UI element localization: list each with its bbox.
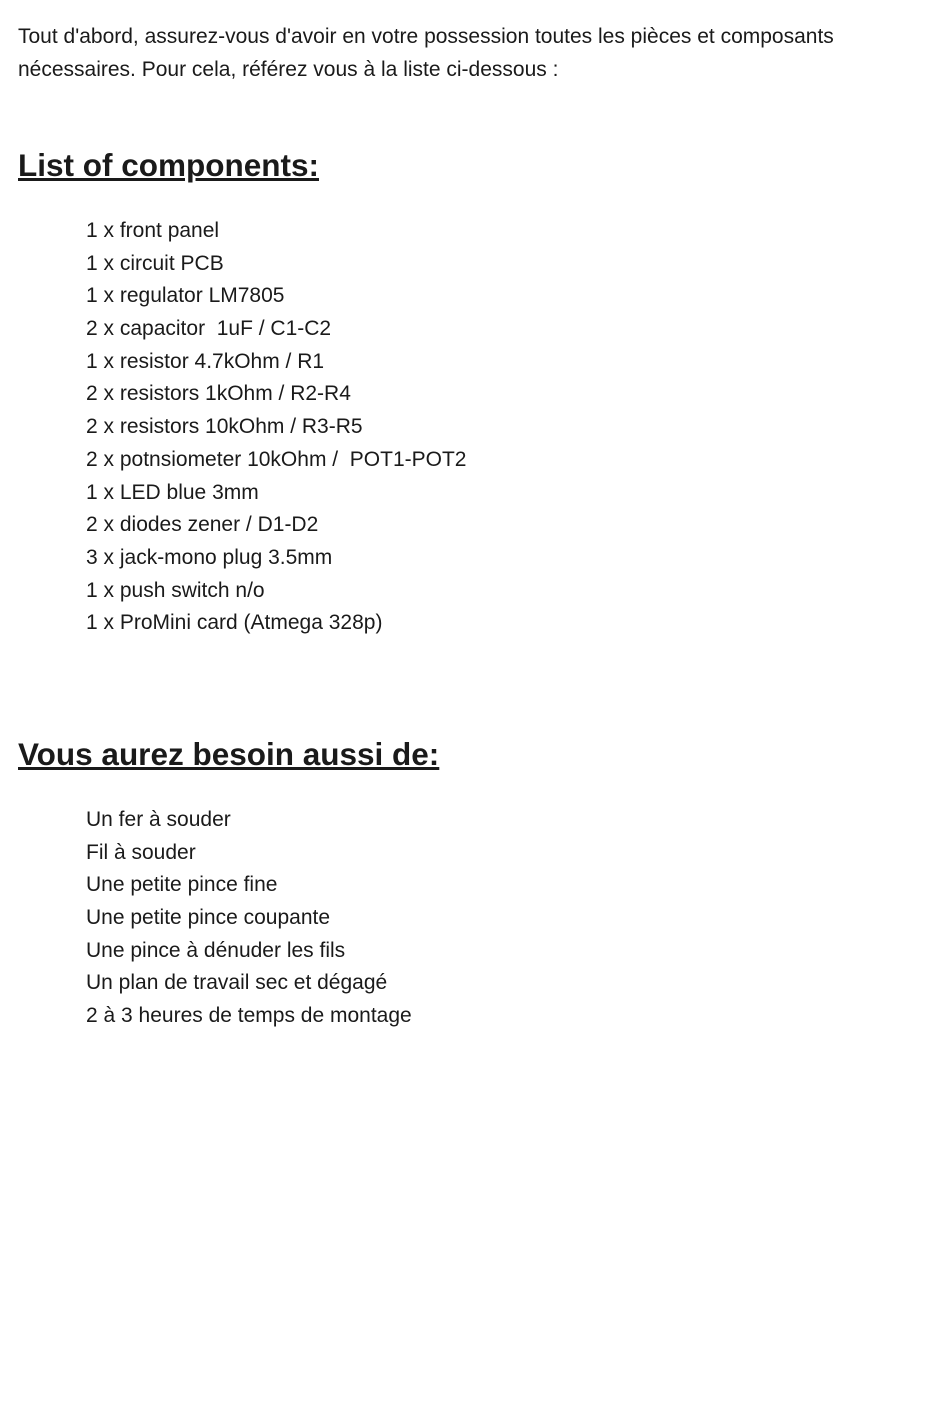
component-item: 1 x LED blue 3mm [86, 480, 259, 504]
intro-paragraph [18, 20, 928, 86]
tool-item: Une petite pince fine [86, 873, 278, 897]
intro-line-2: nécessaires. Pour cela, référez vous à la liste ci-dessous : [18, 58, 559, 81]
tool-item: 2 à 3 heures de temps de montage [86, 1004, 412, 1028]
component-item: 2 x resistors 10kOhm / R3-R5 [86, 415, 363, 439]
component-item: 3 x jack-mono plug 3.5mm [86, 545, 333, 569]
tool-item: Un plan de travail sec et dégagé [86, 971, 388, 995]
components-heading: List of components: [18, 147, 319, 183]
component-item: 1 x regulator LM7805 [86, 284, 285, 308]
component-item: 2 x resistors 1kOhm / R2-R4 [86, 382, 351, 406]
component-item: 2 x potnsiometer 10kOhm / POT1-POT2 [86, 447, 467, 471]
component-item: 1 x resistor 4.7kOhm / R1 [86, 349, 325, 373]
component-item: 2 x diodes zener / D1-D2 [86, 513, 319, 537]
component-item: 1 x push switch n/o [86, 578, 265, 602]
components-list [18, 215, 928, 640]
tool-item: Une pince à dénuder les fils [86, 938, 346, 962]
tool-item: Une petite pince coupante [86, 906, 331, 929]
component-item: 2 x capacitor 1uF / C1-C2 [86, 317, 332, 341]
tool-item: Fil à souder [86, 840, 196, 864]
tools-list [18, 804, 928, 1033]
document-page [18, 20, 928, 1033]
tool-item: Un fer à souder [86, 807, 231, 831]
component-item: 1 x front panel [86, 219, 220, 242]
component-item: 1 x ProMini card (Atmega 328p) [86, 611, 383, 635]
intro-line-1: Tout d'abord, assurez-vous d'avoir en votre possession toutes les pièces et composants [18, 25, 834, 48]
component-item: 1 x circuit PCB [86, 251, 224, 275]
tools-heading: Vous aurez besoin aussi de: [18, 735, 440, 772]
